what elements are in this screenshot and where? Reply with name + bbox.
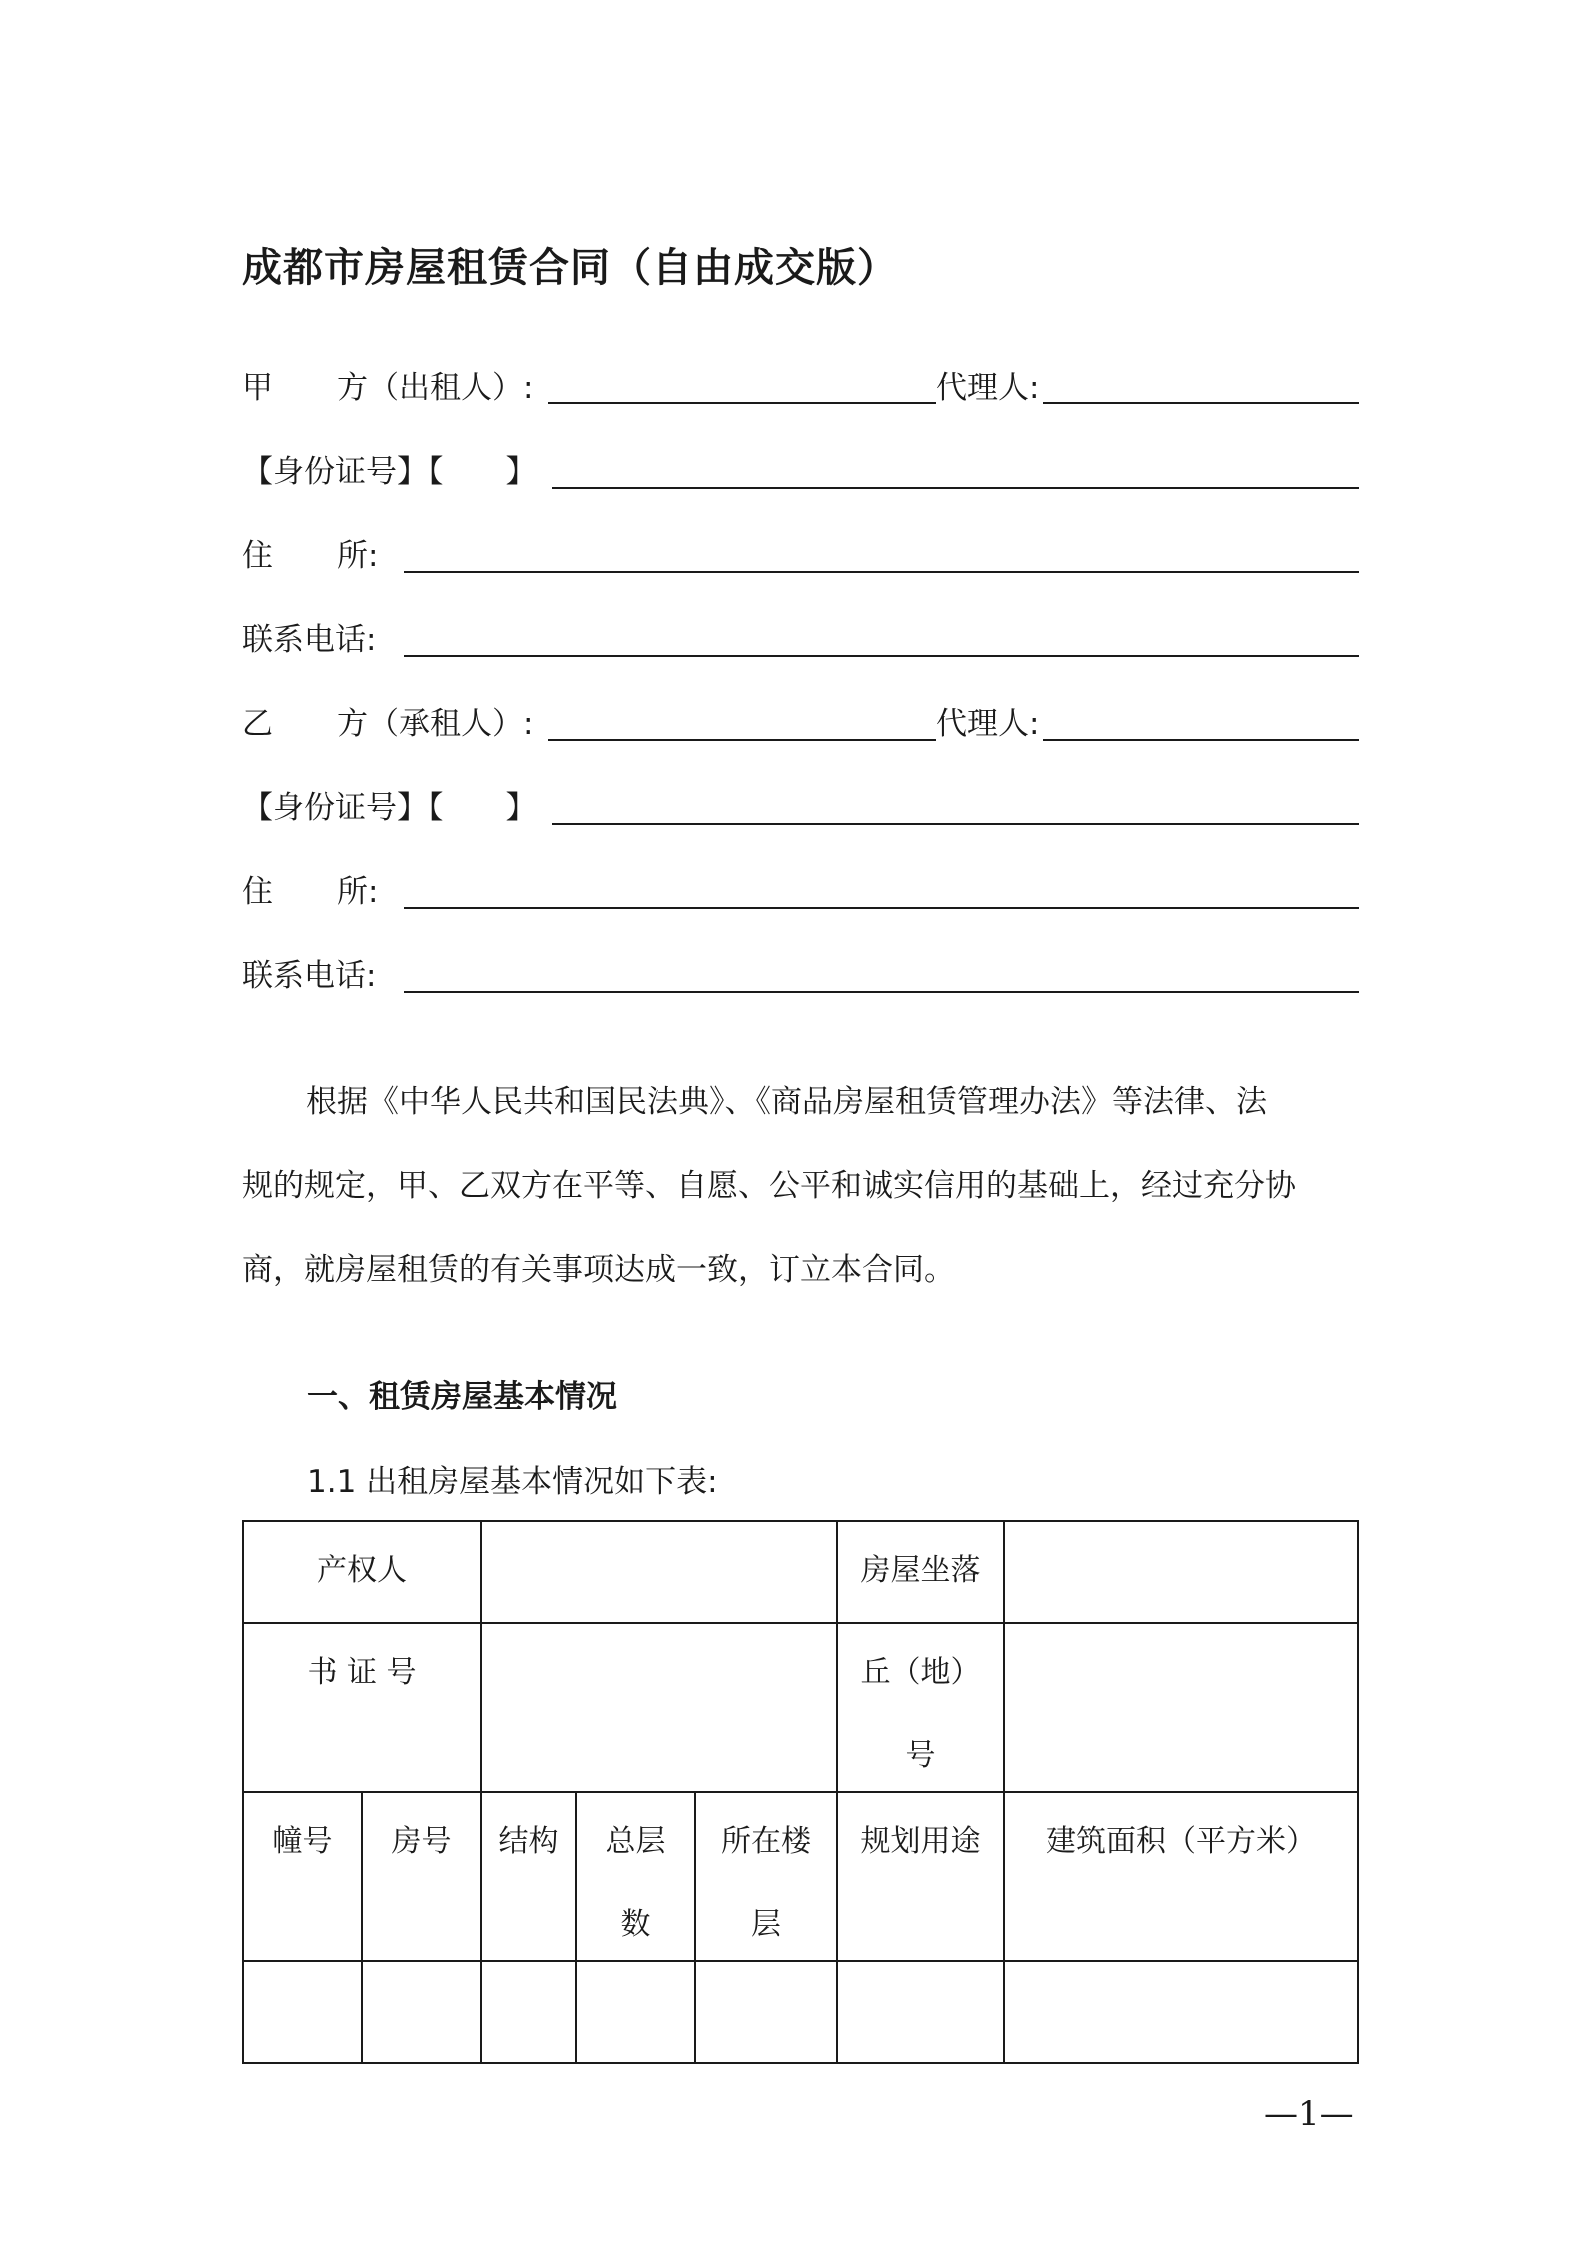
table-line (242, 1520, 244, 2064)
party-a-label-right: 方（出租人）: (337, 370, 534, 406)
owner-label: 产权人 (317, 1553, 407, 1588)
party-a-address-label-right: 所: (337, 538, 379, 574)
party-a-address-field[interactable] (404, 571, 1359, 573)
party-b-phone-label: 联系电话: (242, 958, 377, 994)
preamble-line-1: 根据《中华人民共和国民法典》、《商品房屋租赁管理办法》等法律、法 (306, 1084, 1267, 1120)
party-b-id-field[interactable] (552, 823, 1359, 825)
preamble-line-3: 商，就房屋租赁的有关事项达成一致，订立本合同。 (242, 1252, 955, 1288)
cert-no-label: 书 证 号 (307, 1655, 417, 1690)
party-b-address-field[interactable] (404, 907, 1359, 909)
usage-label: 规划用途 (860, 1824, 981, 1859)
document-title: 成都市房屋租赁合同（自由成交版） (242, 245, 898, 291)
table-line (242, 1960, 1359, 1962)
preamble-line-2: 规的规定，甲、乙双方在平等、自愿、公平和诚实信用的基础上，经过充分协 (242, 1168, 1296, 1204)
lot-label-line-1: 丘（地） (860, 1655, 981, 1690)
party-a-id-label: 【身份证号】【 】 (242, 454, 537, 490)
party-b-name-field[interactable] (548, 739, 936, 741)
lot-label-line-2: 号 (905, 1738, 936, 1773)
location-label: 房屋坐落 (860, 1553, 981, 1588)
party-b-address-label-left: 住 (242, 874, 273, 910)
building-no-label: 幢号 (272, 1824, 333, 1859)
party-b-label (242, 698, 533, 743)
table-line (242, 2062, 1359, 2064)
party-a-agent-label: 代理人: (936, 370, 1040, 406)
party-b-address-label-right: 所: (337, 874, 379, 910)
party-a-label (242, 362, 533, 407)
table-line (1357, 1520, 1359, 2064)
room-no-label: 房号 (391, 1824, 452, 1859)
area-label: 建筑面积（平方米） (1046, 1824, 1316, 1859)
party-a-name-field[interactable] (548, 402, 936, 404)
party-a-phone-label: 联系电话: (242, 622, 377, 658)
table-line (242, 1520, 1359, 1522)
party-a-label-left: 甲 (242, 370, 273, 406)
page-number: —1— (1264, 2094, 1354, 2134)
party-a-agent-field[interactable] (1043, 402, 1359, 404)
party-a-phone-field[interactable] (404, 655, 1359, 657)
table-line (1003, 1520, 1005, 2064)
party-a-address-label-left: 住 (242, 538, 273, 574)
total-floors-label-line-2: 数 (620, 1907, 651, 1942)
table-line (480, 1520, 482, 2064)
section-1-heading: 一、租赁房屋基本情况 (307, 1379, 617, 1415)
party-b-id-label: 【身份证号】【 】 (242, 790, 537, 826)
table-line (242, 1622, 1359, 1624)
floor-label-line-1: 所在楼 (721, 1824, 811, 1859)
table-line (242, 1791, 1359, 1793)
table-line (836, 1520, 838, 2064)
party-b-label-right: 方（承租人）: (337, 706, 534, 742)
party-b-agent-label: 代理人: (936, 706, 1040, 742)
party-a-address-label (242, 530, 378, 575)
party-b-label-left: 乙 (242, 706, 273, 742)
party-b-address-label (242, 866, 378, 911)
party-b-agent-field[interactable] (1043, 739, 1359, 741)
party-a-id-field[interactable] (552, 487, 1359, 489)
floor-label-line-2: 层 (751, 1907, 781, 1942)
total-floors-label-line-1: 总层 (605, 1824, 666, 1859)
section-1-1-subheading: 1.1 出租房屋基本情况如下表: (307, 1464, 718, 1500)
party-b-phone-field[interactable] (404, 991, 1359, 993)
structure-label: 结构 (498, 1824, 559, 1859)
